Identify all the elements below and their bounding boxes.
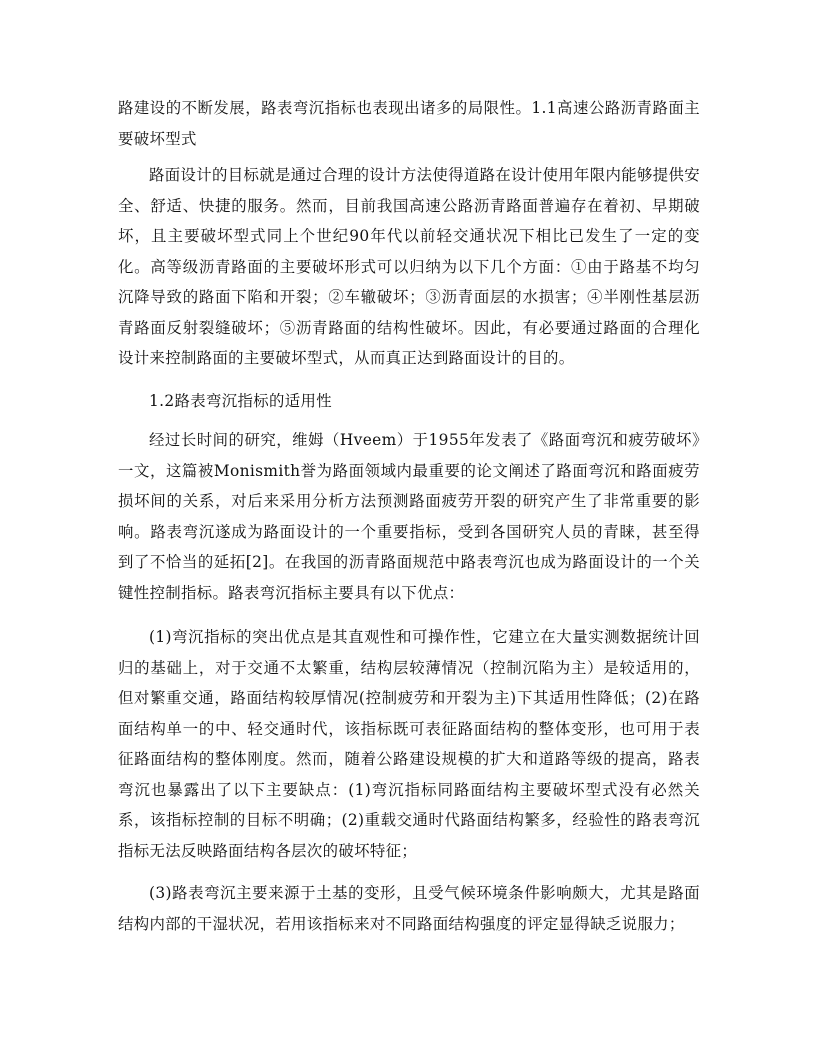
paragraph-damage-types: 路面设计的目标就是通过合理的设计方法使得道路在设计使用年限内能够提供安全、舒适、快捷的服务。然而，目前我国高速公路沥青路面普遍存在着初、早期破坏，且主要破坏型式同上个世纪90年代以前轻交通状况下相比已发生了一定的变化。高等级沥青路面的主要破坏形式可以归纳为以下几个方面：①由于路基不均匀沉降导致的路面下陷和开裂；②车辙破坏；③沥青面层的水损害；④半刚性基层沥青路面反射裂缝破坏；⑤沥青路面的结构性破坏。因此，有必要通过路面的合理化设计来控制路面的主要破坏型式，从而真正达到路面设计的目的。 — [118, 166, 700, 367]
paragraph-hveem-research: 经过长时间的研究，维姆（Hveem）于1955年发表了《路面弯沉和疲劳破坏》一文，这篇被Monismith誉为路面领域内最重要的论文阐述了路面弯沉和路面疲劳损坏间的关系，对后来采用分析方法预测路面疲劳开裂的研究产生了非常重要的影响。路表弯沉遂成为路面设计的一个重要指标，受到各国研究人员的青睐，甚至得到了不恰当的延拓[2]。在我国的沥青路面规范中路表弯沉也成为路面设计的一个关键性控制指标。路表弯沉指标主要具有以下优点： — [118, 431, 700, 602]
section-heading-1-2: 1.2路表弯沉指标的适用性 — [149, 392, 332, 410]
paragraph-shortcoming-3: (3)路表弯沉主要来源于土基的变形，且受气候环境条件影响颇大，尤其是路面结构内部的干湿状况，若用该指标来对不同路面结构强度的评定显得缺乏说服力； — [118, 884, 700, 933]
paragraph-intro: 路建设的不断发展，路表弯沉指标也表现出诸多的局限性。1.1高速公路沥青路面主要破坏型式 — [118, 99, 700, 148]
paragraph-advantages: (1)弯沉指标的突出优点是其直观性和可操作性，它建立在大量实测数据统计回归的基础上，对于交通不太繁重，结构层较薄情况（控制沉陷为主）是较适用的，但对繁重交通，路面结构较厚情况(控制疲劳和开裂为主)下其适用性降低；(2)在路面结构单一的中、轻交通时代，该指标既可表征路面结构的整体变形，也可用于表征路面结构的整体刚度。然而，随着公路建设规模的扩大和道路等级的提高，路表弯沉也暴露出了以下主要缺点：(1)弯沉指标同路面结构主要破坏型式没有必然关系，该指标控制的目标不明确；(2)重载交通时代路面结构繁多，经验性的路表弯沉指标无法反映路面结构各层次的破坏特征； — [118, 628, 700, 860]
